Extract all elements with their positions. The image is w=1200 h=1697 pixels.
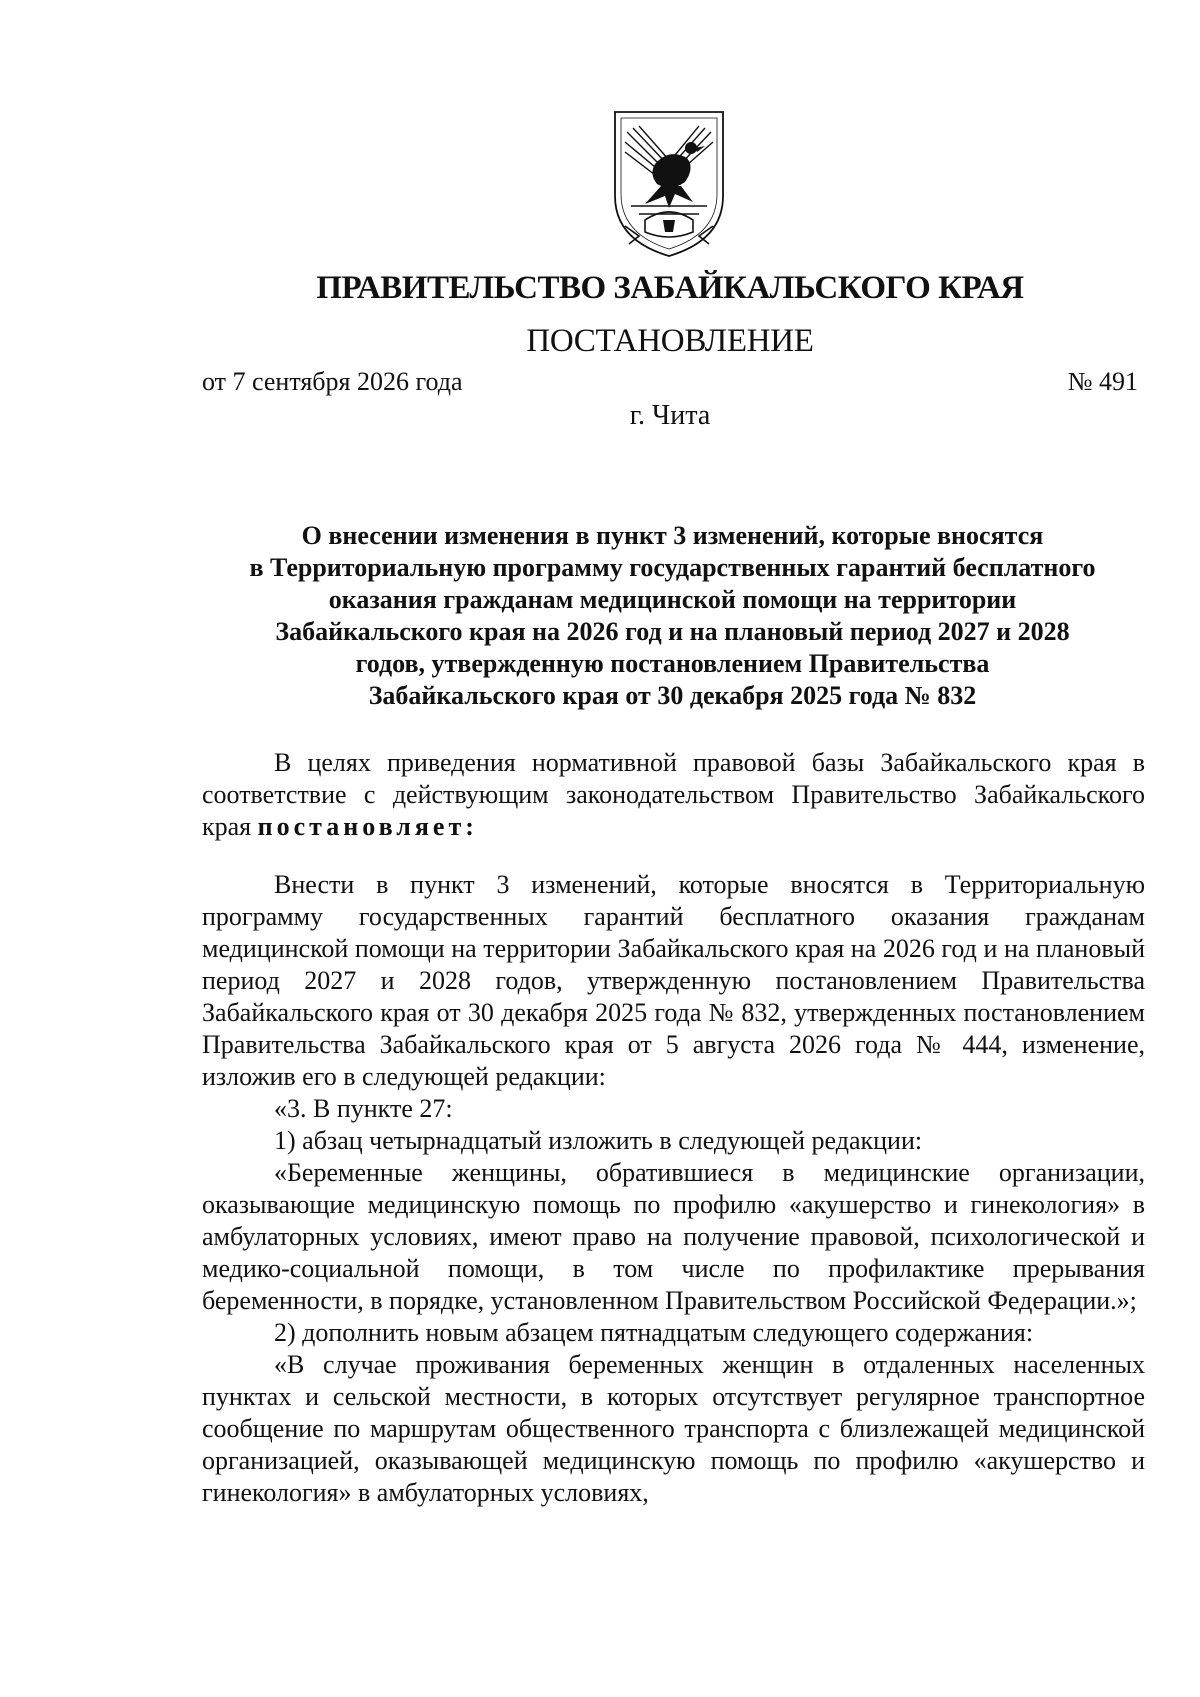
title-line: в Территориальную программу государственных гарантий бесплатного (249, 553, 1096, 582)
organization-name: ПРАВИТЕЛЬСТВО ЗАБАЙКАЛЬСКОГО КРАЯ (316, 270, 1024, 306)
preamble-paragraph (202, 747, 1145, 843)
document-date: от 7 сентября 2026 года (202, 367, 463, 396)
body-paragraph: Внести в пункт 3 изменений, которые вносятся в Территориальную программу государственных гарантий бесплатного оказания гражданам медицинской помощи на территории Забайкальского края на 2026 год и на плановый период 2027 и 2028 годов, утвержденную постановлением Правительства Забайкальского края от 30 декабря 2025 года № 832, утвержденных постановлением Правительства Забайкальского края от 5 августа 2026 года № 444, изменение, изложив его в следующей редакции: (202, 870, 1145, 1091)
document-number: № 491 (1067, 367, 1138, 396)
body-paragraph: «3. В пункте 27: (274, 1094, 453, 1123)
document-body (202, 747, 1145, 1509)
document-city: г. Чита (629, 400, 711, 431)
body-paragraph: «В случае проживания беременных женщин в отдаленных населенных пунктах и сельской местности, в которых отсутствует регулярное транспортное сообщение по маршрутам общественного транспорта с близлежащей медицинской организацией, оказывающей медицинскую помощь по профилю «акушерство и гинекология» в амбулаторных условиях, (202, 1350, 1145, 1507)
document-title (200, 520, 1145, 712)
title-line: Забайкальского края на 2026 год и на плановый период 2027 и 2028 (275, 617, 1070, 646)
title-line: Забайкальского края от 30 декабря 2025 года № 832 (368, 681, 977, 710)
preamble-text: В целях приведения нормативной правовой базы Забайкальского края в соответствие с действующим законодательством Правительство Забайкальского края (202, 748, 1145, 841)
resolves-word: постановляет: (257, 812, 478, 841)
body-paragraph: «Беременные женщины, обратившиеся в медицинские организации, оказывающие медицинскую помощь по профилю «акушерство и гинекология» в амбулаторных условиях, имеют право на получение правовой, психологической и медико-социальной помощи, в том числе по профилактике прерывания беременности, в порядке, установленном Правительством Российской Федерации.»; (202, 1158, 1145, 1315)
document-type: ПОСТАНОВЛЕНИЕ (526, 323, 814, 359)
coat-of-arms-icon (605, 108, 733, 260)
title-line: оказания гражданам медицинской помощи на территории (328, 585, 1017, 614)
body-paragraph: 2) дополнить новым абзацем пятнадцатым следующего содержания: (274, 1318, 1034, 1347)
body-paragraph: 1) абзац четырнадцатый изложить в следующей редакции: (274, 1126, 923, 1155)
title-line: годов, утвержденную постановлением Правительства (355, 649, 990, 678)
title-line: О внесении изменения в пункт 3 изменений, которые вносятся (301, 521, 1044, 550)
